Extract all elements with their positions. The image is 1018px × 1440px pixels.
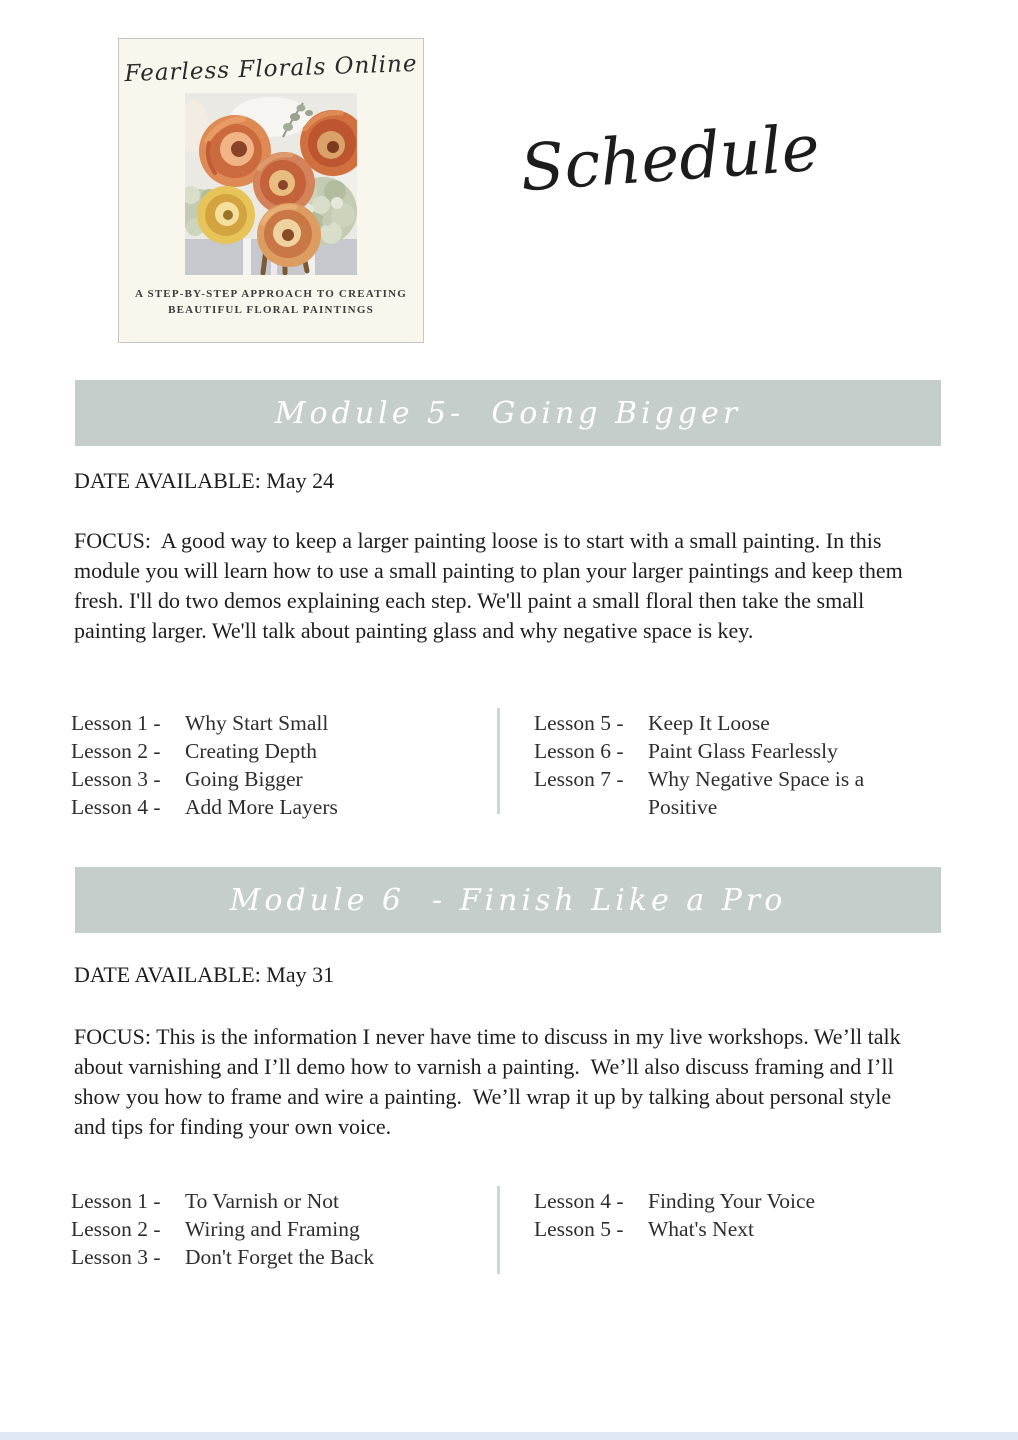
lesson-title: Why Start Small	[185, 711, 329, 735]
module-6-lessons-left	[71, 1187, 471, 1271]
course-caption	[119, 286, 423, 318]
lesson-number: Lesson 2 -	[71, 739, 161, 763]
page-title: Schedule	[518, 111, 822, 207]
lessons-divider	[497, 1186, 500, 1274]
module-5-lessons-left	[71, 709, 471, 821]
lesson-number: Lesson 3 -	[71, 767, 161, 791]
module-6-focus: FOCUS: This is the information I never have time to discuss in my live workshops. We’ll talk about varnishing and I’ll demo how to varnish a painting. We’ll also discuss framing and I’ll show you how to frame and wire a painting. We’ll wrap it up by talking about personal style and tips for finding your own voice.	[74, 1024, 907, 1139]
course-caption-line2: BEAUTIFUL FLORAL PAINTINGS	[168, 304, 374, 316]
footer-accent-bar	[0, 1432, 1018, 1440]
lesson-title: Keep It Loose	[648, 711, 770, 735]
floral-painting-image	[185, 93, 357, 275]
lesson-item	[534, 765, 890, 821]
course-cover-card	[118, 38, 424, 343]
lesson-number: Lesson 5 -	[534, 1217, 624, 1241]
lesson-number: Lesson 5 -	[534, 711, 624, 735]
lesson-number: Lesson 6 -	[534, 739, 624, 763]
module-5-lessons-right	[534, 709, 890, 821]
module-6-date: DATE AVAILABLE: May 31	[74, 962, 335, 987]
module-5-banner	[75, 380, 941, 446]
lesson-title: Creating Depth	[185, 739, 317, 763]
lesson-number: Lesson 3 -	[71, 1245, 161, 1269]
lesson-item	[534, 709, 890, 737]
lesson-number: Lesson 7 -	[534, 767, 624, 791]
lesson-number: Lesson 4 -	[71, 795, 161, 819]
lessons-divider	[497, 708, 500, 814]
lesson-item	[71, 793, 471, 821]
lesson-item	[71, 737, 471, 765]
module-5-banner-label: Module 5- Going Bigger	[274, 395, 742, 431]
course-caption-line1: A STEP-BY-STEP APPROACH TO CREATING	[134, 288, 408, 300]
lesson-item	[71, 1215, 471, 1243]
lesson-title: Wiring and Framing	[185, 1217, 360, 1241]
lesson-title: Going Bigger	[185, 767, 303, 791]
course-title: Fearless Florals Online	[124, 50, 418, 88]
module-6-lessons-right	[534, 1187, 890, 1243]
lesson-item	[71, 1187, 471, 1215]
lesson-item	[71, 1243, 471, 1271]
rose-yellow	[197, 186, 255, 244]
lesson-item	[71, 765, 471, 793]
lesson-title: Finding Your Voice	[648, 1189, 816, 1213]
module-5-date: DATE AVAILABLE: May 24	[74, 468, 335, 493]
lesson-item	[71, 709, 471, 737]
lesson-number: Lesson 1 -	[71, 1189, 161, 1213]
lesson-number: Lesson 1 -	[71, 711, 161, 735]
lesson-number: Lesson 4 -	[534, 1189, 624, 1213]
lesson-title: Paint Glass Fearlessly	[648, 739, 838, 763]
lesson-title: Why Negative Space is a Positive	[648, 767, 865, 819]
lesson-item	[534, 737, 890, 765]
module-5-focus: FOCUS: A good way to keep a larger painting loose is to start with a small painting. In this module you will learn how to use a small painting to plan your larger paintings and keep them fresh. I'll do two demos explaining each step. We'll paint a small floral then take the small painting larger. We'll talk about painting glass and why negative space is key.	[74, 528, 909, 643]
lesson-title: Add More Layers	[185, 795, 338, 819]
module-6-banner-label: Module 6 - Finish Like a Pro	[229, 882, 787, 918]
lesson-title: What's Next	[648, 1217, 754, 1241]
lesson-title: Don't Forget the Back	[185, 1245, 375, 1269]
module-6-banner	[75, 867, 941, 933]
lesson-number: Lesson 2 -	[71, 1217, 161, 1241]
lesson-title: To Varnish or Not	[185, 1189, 339, 1213]
lesson-item	[534, 1215, 890, 1243]
rose-bottom	[257, 203, 321, 267]
lesson-item	[534, 1187, 890, 1215]
